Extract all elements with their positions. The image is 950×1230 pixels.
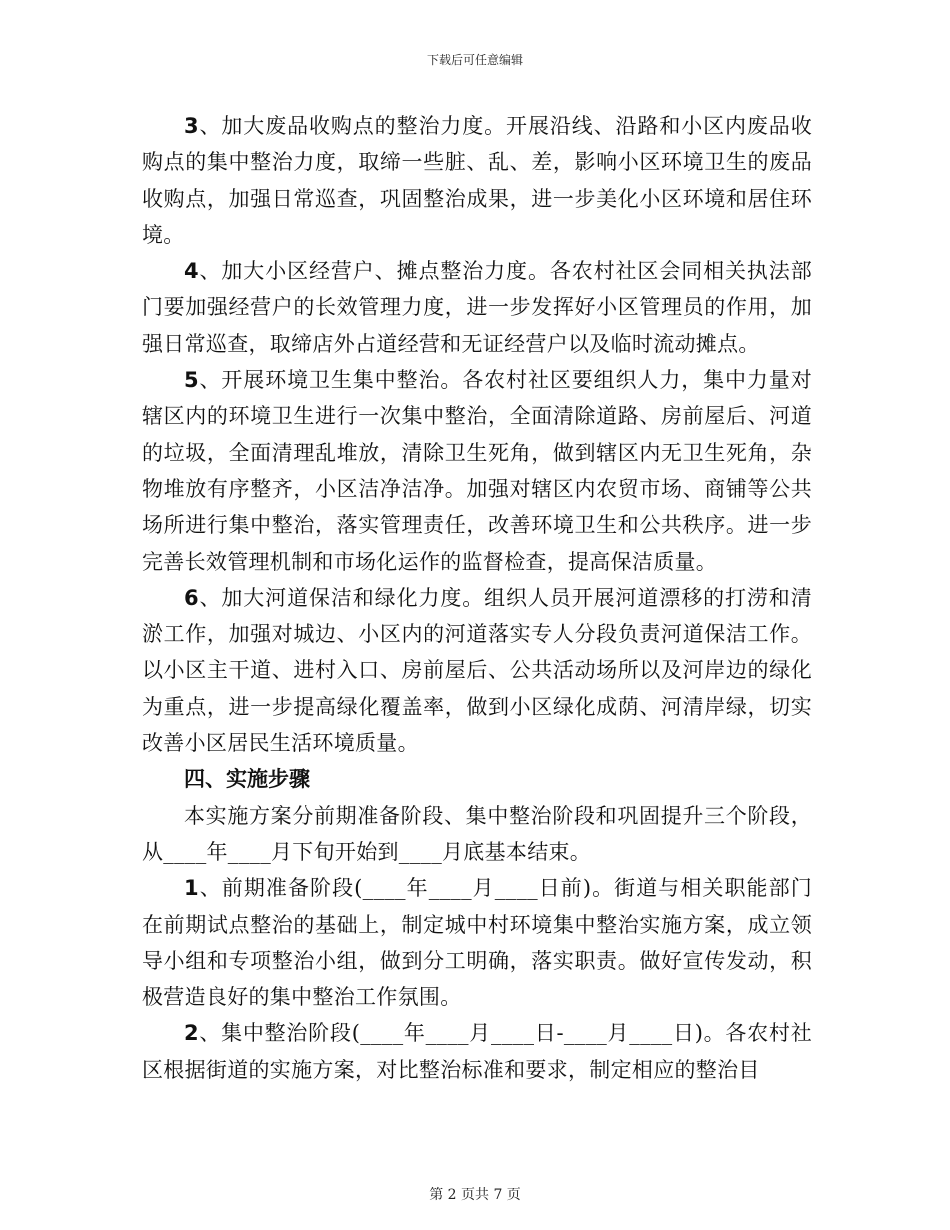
item-number: 6 [184, 585, 199, 610]
item-number: 1 [184, 876, 199, 901]
paragraph-text: 、开展环境卫生集中整治。各农村社区要组织人力，集中力量对辖区内的环境卫生进行一次集中整治，全面清除道路、房前屋后、河道的垃圾，全面清理乱堆放，清除卫生死角，做到辖区内无卫生死角，杂物堆放有序整齐，小区洁净洁净。加强对辖区内农贸市场、商铺等公共场所进行集中整治，落实管理责任，改善环境卫生和公共秩序。进一步完善长效管理机制和市场化运作的监督检查，提高保洁质量。 [142, 368, 812, 574]
section-intro-paragraph [142, 798, 812, 871]
page-header: 下载后可任意编辑 [426, 53, 523, 67]
paragraph-text: 、加大河道保洁和绿化力度。组织人员开展河道漂移的打涝和清淤工作，加强对城边、小区内的河道落实专人分段负责河道保洁工作。以小区主干道、进村入口、房前屋后、公共活动场所以及河岸边的绿化为重点，进一步提高绿化覆盖率，做到小区绿化成荫、河清岸绿，切实改善小区居民生活环境质量。 [142, 585, 812, 756]
paragraph-text: 、前期准备阶段(____年____月____日前)。街道与相关职能部门在前期试点整治的基础上，制定城中村环境集中整治实施方案，成立领导小组和专项整治小组，做到分工明确，落实职责。做好宣传发动，积极营造良好的集中整治工作氛围。 [142, 876, 812, 1010]
paragraph-item-6 [142, 580, 812, 761]
item-number: 3 [184, 114, 199, 138]
step-item-2 [142, 1015, 812, 1088]
paragraph-text: 本实施方案分前期准备阶段、集中整治阶段和巩固提升三个阶段，从____年____月下旬开始到____月底基本结束。 [142, 803, 812, 864]
step-item-1 [142, 870, 812, 1015]
paragraph-text: 、集中整治阶段(____年____月____日-____月____日)。各农村社区根据街道的实施方案，对比整治标准和要求，制定相应的整治目 [142, 1021, 812, 1082]
item-number: 4 [184, 259, 199, 284]
paragraph-text: 、加大废品收购点的整治力度。开展沿线、沿路和小区内废品收购点的集中整治力度，取缔一些脏、乱、差，影响小区环境卫生的废品收购点，加强日常巡查，巩固整治成果，进一步美化小区环境和居住环境。 [142, 114, 812, 247]
item-number: 2 [184, 1021, 199, 1046]
paragraph-item-4 [142, 253, 812, 362]
page-footer: 第 2 页共 7 页 [429, 1187, 521, 1203]
section-heading: 四、实施步骤 [184, 767, 310, 792]
paragraph-text: 、加大小区经营户、摊点整治力度。各农村社区会同相关执法部门要加强经营户的长效管理力度，进一步发挥好小区管理员的作用，加强日常巡查，取缔店外占道经营和无证经营户以及临时流动摊点。 [142, 259, 812, 356]
paragraph-item-3 [142, 108, 812, 253]
paragraph-item-5 [142, 362, 812, 580]
document-body [142, 108, 812, 1088]
item-number: 5 [184, 368, 199, 393]
